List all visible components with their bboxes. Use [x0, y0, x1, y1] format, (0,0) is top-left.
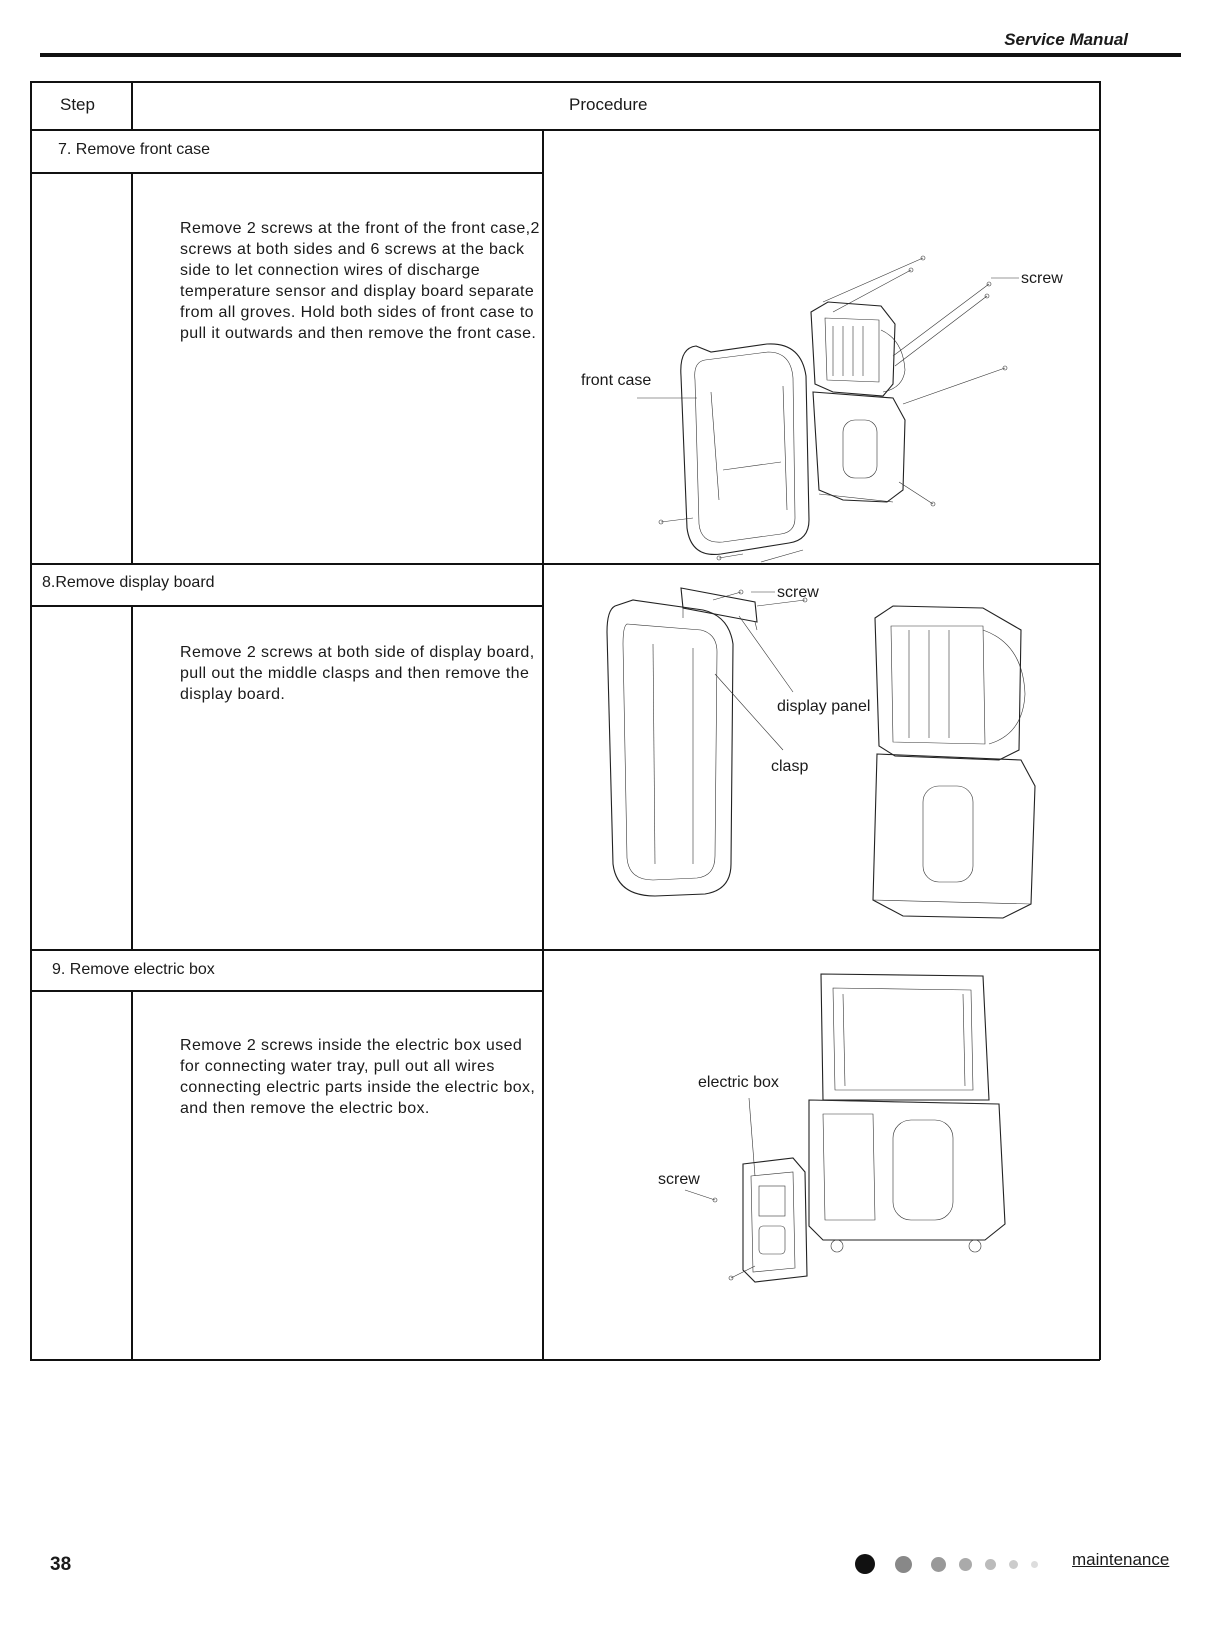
- step-8-title-rule: [30, 605, 543, 607]
- table-border-right: [1099, 81, 1101, 1360]
- step-8-text: Remove 2 screws at both side of display board, pull out the middle clasps and then remove the display board.: [180, 644, 535, 703]
- leader-clasp: [715, 674, 783, 750]
- section-label: maintenance: [1072, 1550, 1170, 1569]
- label-screw: screw: [658, 1171, 700, 1188]
- front-case-panel: [681, 344, 809, 555]
- step-9-title: 9. Remove electric box: [52, 961, 215, 978]
- label-clasp: clasp: [771, 758, 809, 775]
- step-9-text: Remove 2 screws inside the electric box used for connecting water tray, pull out all wires connecting electric parts inside the electric box, and then remove the electric box.: [180, 1037, 536, 1117]
- table-border-bottom: [30, 1359, 1100, 1361]
- step-7-col-divider: [131, 172, 133, 564]
- step-8-col-divider: [131, 605, 133, 950]
- col-header-step: Step: [60, 95, 95, 114]
- unit-body-frame: [873, 606, 1035, 918]
- unit-body-frame: [811, 302, 905, 502]
- section-dot-6: [1009, 1560, 1018, 1569]
- label-display-panel: display panel: [777, 698, 871, 715]
- page-number: 38: [50, 1554, 72, 1575]
- label-screw: screw: [1021, 270, 1063, 287]
- step-7-title-rule: [30, 172, 543, 174]
- header-title: Service Manual: [1004, 30, 1128, 49]
- procedure-table: [30, 81, 1100, 1360]
- header-rule: [40, 53, 1181, 57]
- section-dot-1: [855, 1554, 875, 1574]
- section-dot-2: [895, 1556, 912, 1573]
- label-electric-box: electric box: [698, 1074, 779, 1091]
- section-dot-3: [931, 1557, 946, 1572]
- leader-electric-box: [749, 1098, 755, 1176]
- step-9-diagram: [543, 950, 1099, 1359]
- section-dot-7: [1031, 1561, 1038, 1568]
- step-9-col-divider: [131, 990, 133, 1360]
- step-7-text: Remove 2 screws at the front of the front case,2 screws at both sides and 6 screws at the back side to let connection wires of discharge temperature sensor and display board separate from all groves. Hold both sides of front case to pull it outwards and then remove the front case.: [180, 220, 540, 342]
- electric-box-part: [743, 1158, 807, 1282]
- front-case-rear-view: [607, 600, 733, 896]
- leader-screw: [685, 1190, 715, 1200]
- step-9-title-rule: [30, 990, 543, 992]
- section-dot-5: [985, 1559, 996, 1570]
- col-header-procedure: Procedure: [569, 95, 648, 114]
- label-screw: screw: [777, 584, 819, 601]
- step-7-title: 7. Remove front case: [58, 141, 211, 158]
- section-dot-4: [959, 1558, 972, 1571]
- label-front-case: front case: [581, 372, 652, 389]
- table-border-top: [30, 81, 1100, 83]
- table-border-left: [30, 81, 32, 1360]
- unit-body-frame: [809, 974, 1005, 1252]
- leader-display-panel: [739, 616, 793, 692]
- header-col-divider: [131, 81, 133, 130]
- step-8-diagram: [543, 564, 1099, 949]
- screws: [713, 1198, 755, 1280]
- step-8-title: 8.Remove display board: [42, 574, 215, 591]
- step-7-diagram: [543, 130, 1099, 563]
